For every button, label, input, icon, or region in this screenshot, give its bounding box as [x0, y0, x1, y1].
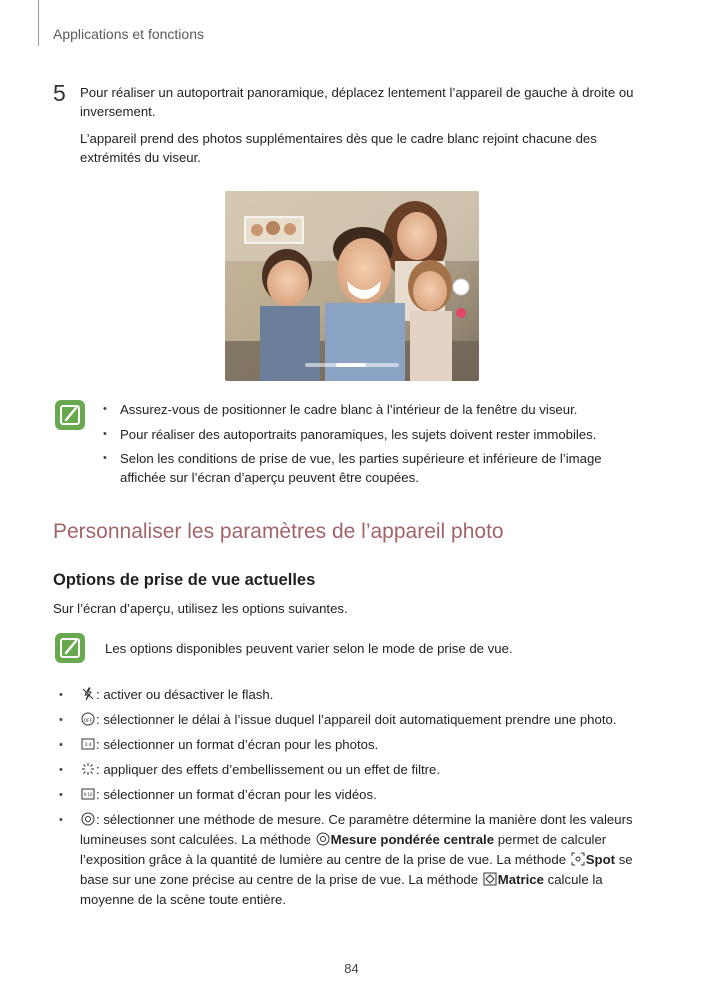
spot-icon: [571, 852, 585, 866]
effects-icon: [81, 762, 95, 776]
step-text-1: Pour réaliser un autoportrait panoramique, déplacez lentement l’appareil de gauche à droite ou inversement.: [80, 85, 634, 119]
timer-icon: [81, 712, 95, 726]
metering-icon: [81, 812, 95, 826]
list-item: • Assurez-vous de positionner le cadre blanc à l’intérieur de la fenêtre du viseur.: [100, 400, 640, 419]
note-icon: [55, 400, 85, 430]
list-item: • Selon les conditions de prise de vue, les parties supérieure et inférieure de l’image affichée sur l’écran d’aperçu peuvent être coupées.: [100, 449, 640, 487]
page-header: Applications et fonctions: [53, 26, 204, 42]
step-text-2: L’appareil prend des photos supplémentaires dès que le cadre blanc rejoint chacune des extrémités du viseur.: [80, 131, 597, 165]
list-item: • : appliquer des effets d’embellissement ou un effet de filtre.: [53, 760, 653, 780]
svg-text:9:16: • 9:16: [83, 792, 93, 797]
video-ratio-icon: [81, 787, 95, 801]
subsection-title: Options de prise de vue actuelles: [53, 571, 316, 589]
list-item: • 9:16 : sélectionner un format d’écran pour les vidéos.: [53, 785, 653, 805]
list-item: • OFF : sélectionner le délai à l’issue duquel l’appareil doit automatiquement prendre une photo.: [53, 710, 653, 730]
options-list: [53, 685, 653, 915]
intro-text: Sur l’écran d’aperçu, utilisez les options suivantes.: [53, 601, 348, 616]
list-item: • : sélectionner une méthode de mesure. Ce paramètre détermine la manière dont les valeurs lumineuses sont calculées. La méthode Mesure pondérée centrale permet de calculer l’exposition grâce à la quantité de lumière au centre de la prise de vue. La méthode Spot se base sur une zone précise au centre de la prise de vue. La méthode Matrice calcule la moyenne de la scène toute entière.: [53, 810, 653, 910]
note-text: Les options disponibles peuvent varier selon le mode de prise de vue.: [105, 641, 513, 656]
matrix-icon: [483, 872, 497, 886]
svg-text:3:4: • 3:4: [84, 743, 92, 748]
list-item: • : activer ou désactiver le flash.: [53, 685, 653, 705]
list-item: • 3:4 : sélectionner un format d’écran pour les photos.: [53, 735, 653, 755]
page-number: 84: [344, 961, 359, 976]
section-title: Personnaliser les paramètres de l’appareil photo: [53, 520, 504, 543]
flash-off-icon: [81, 687, 95, 701]
tips-list: [100, 400, 640, 493]
note-icon: [55, 633, 85, 663]
step-number: 5: [53, 80, 66, 106]
center-weighted-icon: [316, 832, 330, 846]
photo-ratio-icon: [81, 737, 95, 751]
selfie-panorama-photo: [225, 191, 479, 381]
svg-text:OFF: • OFF: [83, 719, 93, 724]
list-item: • Pour réaliser des autoportraits panoramiques, les sujets doivent rester immobiles.: [100, 425, 640, 444]
header-rule: [38, 0, 39, 46]
